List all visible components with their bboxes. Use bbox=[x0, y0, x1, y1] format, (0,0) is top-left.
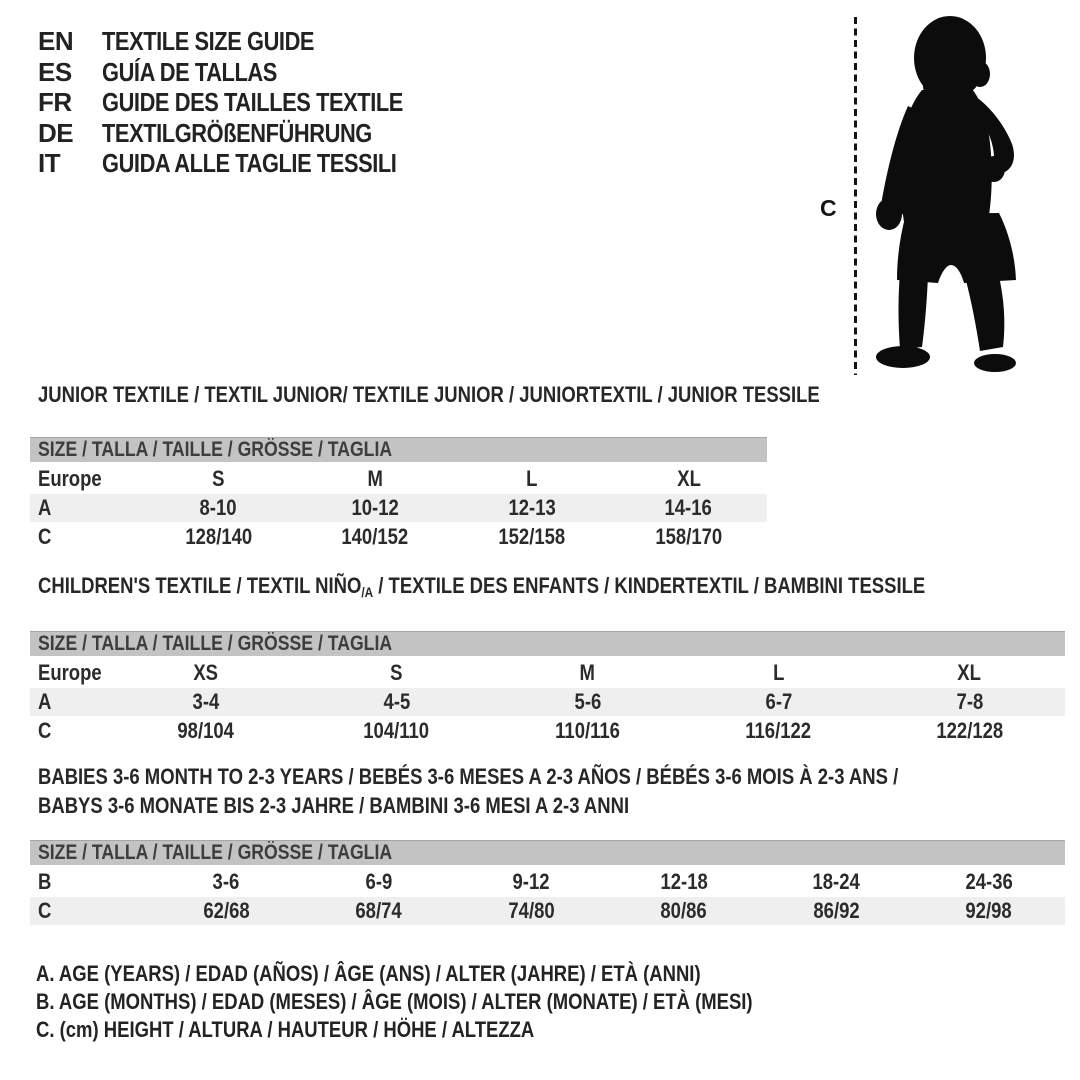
row-label: A bbox=[38, 495, 52, 520]
size-header-text: SIZE / TALLA / TAILLE / GRÖSSE / TAGLIA bbox=[38, 632, 393, 655]
section-title bbox=[38, 575, 1065, 603]
height-measure-line bbox=[854, 17, 857, 375]
lang-row-fr bbox=[38, 87, 460, 118]
table-cell: 116/122 bbox=[745, 718, 812, 743]
lang-row-de bbox=[38, 118, 460, 149]
table-cell: 128/140 bbox=[184, 524, 252, 549]
table-cell: 18-24 bbox=[812, 869, 860, 894]
table-cell: L bbox=[772, 660, 785, 685]
table-cell: 3-6 bbox=[212, 869, 240, 894]
legend-line-a: A. AGE (YEARS) / EDAD (AÑOS) / ÂGE (ANS) / ALTER (JAHRE) / ETÀ (ANNI) bbox=[36, 961, 701, 986]
table-row-age-years bbox=[30, 688, 1065, 716]
table-cell: 92/98 bbox=[965, 898, 1012, 923]
row-label: A bbox=[38, 689, 52, 714]
table-cell: XL bbox=[957, 660, 982, 685]
row-label: Europe bbox=[38, 660, 102, 685]
table-row-height bbox=[30, 717, 1065, 745]
legend-line-b: B. AGE (MONTHS) / EDAD (MESES) / ÂGE (MOIS) / ALTER (MONATE) / ETÀ (MESI) bbox=[36, 989, 753, 1014]
table-cell: 98/104 bbox=[177, 718, 234, 743]
lang-label: TEXTILE SIZE GUIDE bbox=[102, 26, 315, 56]
table-cell: 152/158 bbox=[498, 524, 566, 549]
section-title-line2: BABYS 3-6 MONATE BIS 2-3 JAHRE / BAMBINI 3-6 MESI A 2-3 ANNI bbox=[38, 793, 630, 818]
row-label: C bbox=[38, 898, 52, 923]
table-cell: 10-12 bbox=[351, 495, 399, 520]
table-cell: 158/170 bbox=[655, 524, 723, 549]
table-cell: XS bbox=[193, 660, 218, 685]
table-cell: 3-4 bbox=[192, 689, 219, 714]
row-label: C bbox=[38, 718, 52, 743]
table-cell: 6-7 bbox=[765, 689, 792, 714]
table-cell: 4-5 bbox=[383, 689, 410, 714]
legend-line-c: C. (cm) HEIGHT / ALTURA / HAUTEUR / HÖHE / ALTEZZA bbox=[36, 1017, 535, 1042]
table-cell: 7-8 bbox=[956, 689, 983, 714]
table-row-height bbox=[30, 897, 1065, 925]
table-cell: 8-10 bbox=[199, 495, 237, 520]
section-childrens-textile bbox=[30, 575, 1065, 745]
table-cell: 5-6 bbox=[574, 689, 601, 714]
section-title bbox=[38, 762, 1065, 820]
table-cell: 80/86 bbox=[660, 898, 707, 923]
table-cell: 14-16 bbox=[664, 495, 713, 520]
lang-label: GUIDA ALLE TAGLIE TESSILI bbox=[102, 148, 397, 178]
lang-row-it bbox=[38, 148, 460, 179]
lang-label: TEXTILGRÖßENFÜHRUNG bbox=[102, 117, 372, 148]
lang-label: GUIDE DES TAILLES TEXTILE bbox=[102, 87, 403, 117]
lang-label: GUÍA DE TALLAS bbox=[102, 56, 277, 87]
table-cell: M bbox=[579, 660, 596, 685]
table-row-height bbox=[30, 523, 767, 551]
table-cell: 12-18 bbox=[660, 869, 708, 894]
table-cell: 110/116 bbox=[555, 718, 620, 743]
table-cell: S bbox=[390, 660, 403, 685]
table-cell: S bbox=[212, 466, 225, 491]
section-title bbox=[38, 382, 820, 407]
section-title-text: CHILDREN'S TEXTILE / TEXTIL NIÑO/A / TEXTILE DES ENFANTS / KINDERTEXTIL / BAMBINI TESSILE bbox=[38, 573, 926, 600]
table-cell: 68/74 bbox=[355, 898, 402, 923]
table-cell: XL bbox=[676, 466, 701, 491]
section-babies-textile bbox=[30, 762, 1065, 925]
table-row-europe bbox=[30, 659, 1065, 687]
row-label: Europe bbox=[38, 466, 102, 491]
size-header-bar bbox=[30, 840, 1065, 865]
lang-code: DE bbox=[38, 117, 74, 148]
table-cell: 9-12 bbox=[512, 869, 550, 894]
table-cell: 6-9 bbox=[365, 869, 393, 894]
table-cell: 24-36 bbox=[965, 869, 1013, 894]
title-subscript: /A bbox=[361, 584, 374, 600]
lang-row-en bbox=[38, 26, 460, 57]
table-cell: 104/110 bbox=[363, 718, 430, 743]
table-row-europe bbox=[30, 465, 767, 493]
table-cell: L bbox=[526, 466, 538, 491]
language-list bbox=[38, 26, 460, 179]
table-row-age-months bbox=[30, 868, 1065, 896]
height-figure bbox=[818, 12, 1048, 384]
lang-code: ES bbox=[38, 56, 72, 87]
table-cell: 86/92 bbox=[813, 898, 860, 923]
size-header-text: SIZE / TALLA / TAILLE / GRÖSSE / TAGLIA bbox=[38, 841, 393, 864]
section-title-text: JUNIOR TEXTILE / TEXTIL JUNIOR/ TEXTILE JUNIOR / JUNIORTEXTIL / JUNIOR TESSILE bbox=[38, 382, 820, 407]
table-cell: 62/68 bbox=[203, 898, 250, 923]
table-cell: 122/128 bbox=[936, 718, 1003, 743]
lang-code: EN bbox=[38, 26, 74, 56]
lang-code: IT bbox=[38, 148, 61, 178]
table-cell: M bbox=[367, 466, 383, 491]
row-label: B bbox=[38, 869, 52, 894]
table-cell: 12-13 bbox=[508, 495, 556, 520]
row-label: C bbox=[38, 524, 52, 549]
toddler-silhouette-icon bbox=[872, 16, 1022, 376]
section-junior-textile bbox=[30, 382, 820, 551]
table-row-age-years bbox=[30, 494, 767, 522]
section-title-line1: BABIES 3-6 MONTH TO 2-3 YEARS / BEBÉS 3-6 MESES A 2-3 AÑOS / BÉBÉS 3-6 MOIS À 2-3 ANS / bbox=[38, 764, 899, 789]
legend bbox=[36, 960, 889, 1044]
lang-row-es bbox=[38, 57, 460, 88]
table-cell: 140/152 bbox=[341, 524, 409, 549]
size-header-text: SIZE / TALLA / TAILLE / GRÖSSE / TAGLIA bbox=[38, 438, 393, 461]
size-header-bar bbox=[30, 631, 1065, 656]
height-measure-label: C bbox=[820, 195, 837, 221]
size-header-bar bbox=[30, 437, 767, 462]
lang-code: FR bbox=[38, 87, 72, 117]
table-cell: 74/80 bbox=[508, 898, 555, 923]
